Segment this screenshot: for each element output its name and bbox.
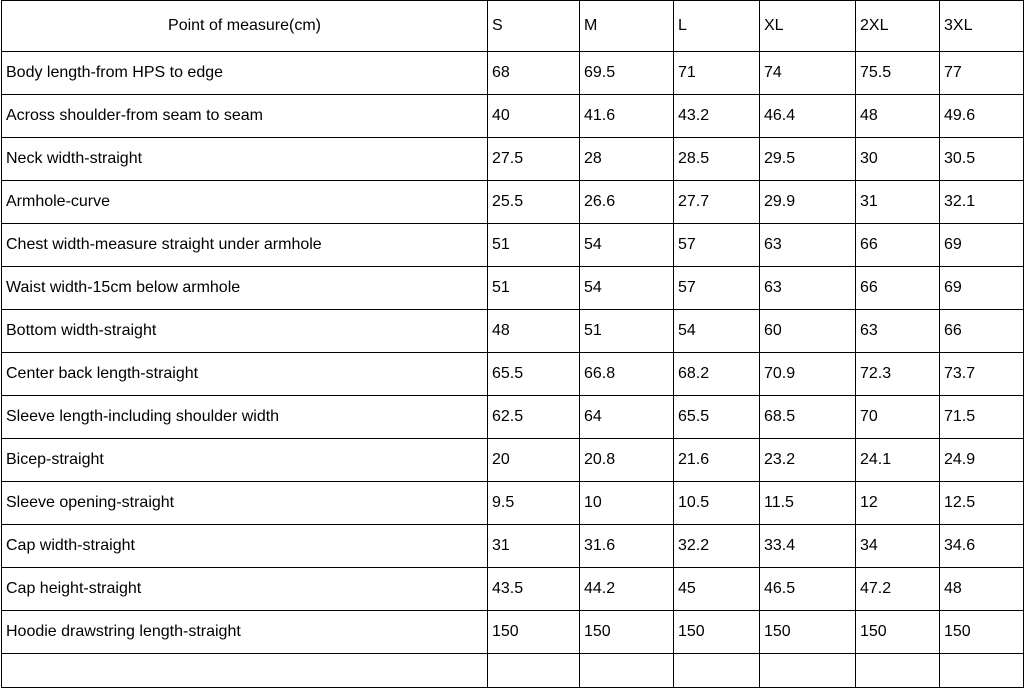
size-xl-value-cell: 74 bbox=[760, 52, 856, 95]
size-3xl-value-cell: 69 bbox=[940, 224, 1024, 267]
size-chart-table bbox=[1, 0, 1024, 688]
empty-cell bbox=[580, 654, 674, 688]
table-row bbox=[2, 439, 1024, 482]
size-2xl-value-cell: 75.5 bbox=[856, 52, 940, 95]
size-3xl-value-cell: 71.5 bbox=[940, 396, 1024, 439]
size-3xl-value-cell: 77 bbox=[940, 52, 1024, 95]
size-xl-value-cell: 70.9 bbox=[760, 353, 856, 396]
size-xl-value-cell: 46.4 bbox=[760, 95, 856, 138]
empty-cell bbox=[674, 654, 760, 688]
size-xl-value-cell: 33.4 bbox=[760, 525, 856, 568]
table-row bbox=[2, 482, 1024, 525]
size-l-value-cell: 32.2 bbox=[674, 525, 760, 568]
size-s-value-cell: 51 bbox=[488, 224, 580, 267]
table-row bbox=[2, 224, 1024, 267]
size-xl-value-cell: 60 bbox=[760, 310, 856, 353]
measure-label-cell: Cap height-straight bbox=[2, 568, 488, 611]
measure-label-cell: Sleeve opening-straight bbox=[2, 482, 488, 525]
size-3xl-value-cell: 12.5 bbox=[940, 482, 1024, 525]
size-xl-value-cell: 63 bbox=[760, 267, 856, 310]
size-xl-value-cell: 29.5 bbox=[760, 138, 856, 181]
size-2xl-value-cell: 24.1 bbox=[856, 439, 940, 482]
table-row bbox=[2, 525, 1024, 568]
size-m-value-cell: 150 bbox=[580, 611, 674, 654]
size-m-value-cell: 28 bbox=[580, 138, 674, 181]
measure-label-cell: Waist width-15cm below armhole bbox=[2, 267, 488, 310]
size-m-value-cell: 20.8 bbox=[580, 439, 674, 482]
size-s-value-cell: 150 bbox=[488, 611, 580, 654]
size-m-value-cell: 10 bbox=[580, 482, 674, 525]
measure-label-cell: Cap width-straight bbox=[2, 525, 488, 568]
size-xl-value-cell: 46.5 bbox=[760, 568, 856, 611]
size-l-value-cell: 27.7 bbox=[674, 181, 760, 224]
size-2xl-value-cell: 63 bbox=[856, 310, 940, 353]
size-l-value-cell: 10.5 bbox=[674, 482, 760, 525]
size-2xl-value-cell: 47.2 bbox=[856, 568, 940, 611]
table-row bbox=[2, 396, 1024, 439]
measure-label-cell: Neck width-straight bbox=[2, 138, 488, 181]
header-size-l: L bbox=[674, 1, 760, 52]
size-3xl-value-cell: 48 bbox=[940, 568, 1024, 611]
header-point-of-measure: Point of measure(cm) bbox=[2, 1, 488, 52]
size-s-value-cell: 62.5 bbox=[488, 396, 580, 439]
size-s-value-cell: 48 bbox=[488, 310, 580, 353]
size-3xl-value-cell: 66 bbox=[940, 310, 1024, 353]
empty-cell bbox=[856, 654, 940, 688]
measure-label-cell: Bicep-straight bbox=[2, 439, 488, 482]
size-l-value-cell: 57 bbox=[674, 267, 760, 310]
size-3xl-value-cell: 30.5 bbox=[940, 138, 1024, 181]
empty-cell bbox=[940, 654, 1024, 688]
size-m-value-cell: 26.6 bbox=[580, 181, 674, 224]
measure-label-cell: Body length-from HPS to edge bbox=[2, 52, 488, 95]
size-xl-value-cell: 68.5 bbox=[760, 396, 856, 439]
size-l-value-cell: 57 bbox=[674, 224, 760, 267]
size-3xl-value-cell: 73.7 bbox=[940, 353, 1024, 396]
size-l-value-cell: 21.6 bbox=[674, 439, 760, 482]
size-m-value-cell: 54 bbox=[580, 267, 674, 310]
size-2xl-value-cell: 48 bbox=[856, 95, 940, 138]
table-row bbox=[2, 95, 1024, 138]
measure-label-cell: Sleeve length-including shoulder width bbox=[2, 396, 488, 439]
header-size-3xl: 3XL bbox=[940, 1, 1024, 52]
measure-label-cell: Bottom width-straight bbox=[2, 310, 488, 353]
size-l-value-cell: 150 bbox=[674, 611, 760, 654]
header-size-m: M bbox=[580, 1, 674, 52]
empty-cell bbox=[2, 654, 488, 688]
measure-label-cell: Hoodie drawstring length-straight bbox=[2, 611, 488, 654]
size-2xl-value-cell: 30 bbox=[856, 138, 940, 181]
empty-cell bbox=[760, 654, 856, 688]
size-m-value-cell: 64 bbox=[580, 396, 674, 439]
size-3xl-value-cell: 150 bbox=[940, 611, 1024, 654]
table-row bbox=[2, 138, 1024, 181]
empty-cell bbox=[488, 654, 580, 688]
size-l-value-cell: 68.2 bbox=[674, 353, 760, 396]
size-xl-value-cell: 23.2 bbox=[760, 439, 856, 482]
size-s-value-cell: 27.5 bbox=[488, 138, 580, 181]
size-m-value-cell: 54 bbox=[580, 224, 674, 267]
size-3xl-value-cell: 24.9 bbox=[940, 439, 1024, 482]
size-xl-value-cell: 63 bbox=[760, 224, 856, 267]
size-2xl-value-cell: 70 bbox=[856, 396, 940, 439]
empty-table-row bbox=[2, 654, 1024, 688]
size-m-value-cell: 51 bbox=[580, 310, 674, 353]
table-row bbox=[2, 353, 1024, 396]
size-l-value-cell: 45 bbox=[674, 568, 760, 611]
size-m-value-cell: 44.2 bbox=[580, 568, 674, 611]
size-xl-value-cell: 150 bbox=[760, 611, 856, 654]
measure-label-cell: Armhole-curve bbox=[2, 181, 488, 224]
size-xl-value-cell: 11.5 bbox=[760, 482, 856, 525]
table-row bbox=[2, 267, 1024, 310]
size-2xl-value-cell: 12 bbox=[856, 482, 940, 525]
size-3xl-value-cell: 34.6 bbox=[940, 525, 1024, 568]
size-3xl-value-cell: 49.6 bbox=[940, 95, 1024, 138]
size-3xl-value-cell: 69 bbox=[940, 267, 1024, 310]
table-row bbox=[2, 181, 1024, 224]
table-row bbox=[2, 611, 1024, 654]
size-s-value-cell: 40 bbox=[488, 95, 580, 138]
size-s-value-cell: 43.5 bbox=[488, 568, 580, 611]
size-s-value-cell: 20 bbox=[488, 439, 580, 482]
size-s-value-cell: 25.5 bbox=[488, 181, 580, 224]
size-m-value-cell: 31.6 bbox=[580, 525, 674, 568]
table-row bbox=[2, 568, 1024, 611]
header-size-s: S bbox=[488, 1, 580, 52]
size-2xl-value-cell: 31 bbox=[856, 181, 940, 224]
header-row bbox=[2, 1, 1024, 52]
table-row bbox=[2, 52, 1024, 95]
size-m-value-cell: 41.6 bbox=[580, 95, 674, 138]
table-row bbox=[2, 310, 1024, 353]
size-2xl-value-cell: 150 bbox=[856, 611, 940, 654]
size-l-value-cell: 65.5 bbox=[674, 396, 760, 439]
header-size-xl: XL bbox=[760, 1, 856, 52]
size-l-value-cell: 54 bbox=[674, 310, 760, 353]
size-2xl-value-cell: 34 bbox=[856, 525, 940, 568]
measure-label-cell: Chest width-measure straight under armhole bbox=[2, 224, 488, 267]
size-2xl-value-cell: 66 bbox=[856, 267, 940, 310]
size-2xl-value-cell: 72.3 bbox=[856, 353, 940, 396]
size-s-value-cell: 9.5 bbox=[488, 482, 580, 525]
header-size-2xl: 2XL bbox=[856, 1, 940, 52]
size-l-value-cell: 28.5 bbox=[674, 138, 760, 181]
size-l-value-cell: 71 bbox=[674, 52, 760, 95]
size-l-value-cell: 43.2 bbox=[674, 95, 760, 138]
size-m-value-cell: 69.5 bbox=[580, 52, 674, 95]
size-s-value-cell: 68 bbox=[488, 52, 580, 95]
measure-label-cell: Across shoulder-from seam to seam bbox=[2, 95, 488, 138]
size-s-value-cell: 51 bbox=[488, 267, 580, 310]
size-s-value-cell: 65.5 bbox=[488, 353, 580, 396]
size-xl-value-cell: 29.9 bbox=[760, 181, 856, 224]
size-s-value-cell: 31 bbox=[488, 525, 580, 568]
size-m-value-cell: 66.8 bbox=[580, 353, 674, 396]
measure-label-cell: Center back length-straight bbox=[2, 353, 488, 396]
size-2xl-value-cell: 66 bbox=[856, 224, 940, 267]
size-3xl-value-cell: 32.1 bbox=[940, 181, 1024, 224]
